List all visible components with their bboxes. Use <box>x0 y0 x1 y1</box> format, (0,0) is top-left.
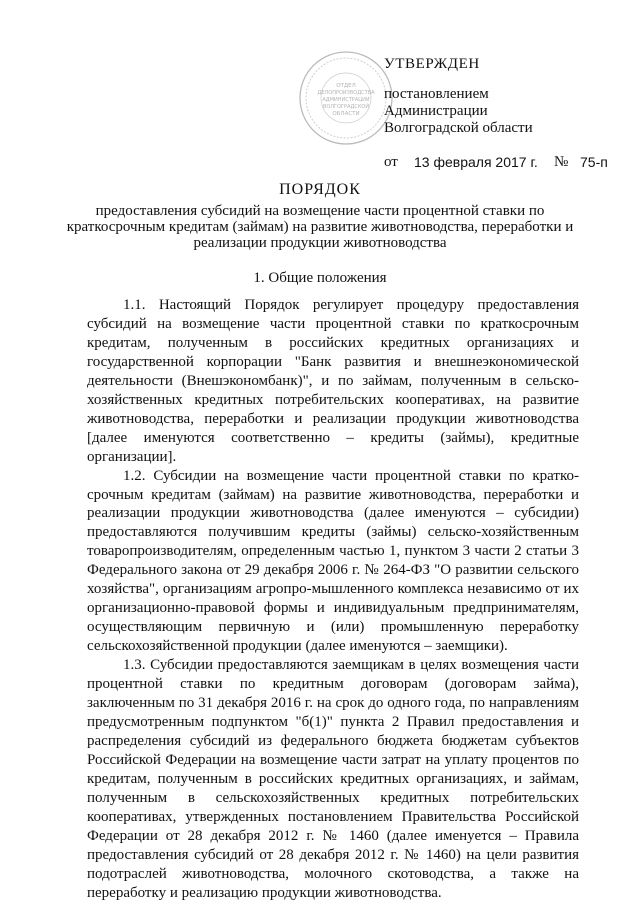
approval-date-line <box>384 154 620 174</box>
approval-line: Волгоградской области <box>384 120 533 136</box>
stamp-line: ВОЛГОГРАДСКОЙ <box>322 104 370 110</box>
approval-title: УТВЕРЖДЕН <box>384 56 480 72</box>
document-subtitle: предоставления субсидий на возмещение части процентной ставки по краткосрочным кредитам (займам) на развитие животноводства, переработки и реализации продукции животноводства <box>66 203 574 251</box>
approval-block <box>384 56 620 174</box>
stamp-line: АДМИНИСТРАЦИИ <box>322 97 370 103</box>
paragraph: 1.3. Субсидии предоставляются заемщикам в целях возмещения части процентной ставки по кредитным договорам (договорам займа), заключенным по 31 декабря 2016 г. на срок до одного года, по направлениям предусмотренным подпунктом "б(1)" пункта 2 Правил предоставления и распределения субсидий из федерального бюджета бюджетам субъектов Российской Федерации на возмещение части затрат на уплату процентов по кредитам, полученным в российских кредитных организациях, и займам, полученным в сельскохозяйственных кредитных потребительских кооперативах, утвержденных постановлением Правительства Российской Федерации от 28 декабря 2012 г. № 1460 (далее именуется – Правила предоставления субсидий от 28 декабря 2012 г. № 1460) на цели развития подотраслей животноводства, молочного скотоводства, а также на переработку и реализацию продукции животноводства. <box>87 657 579 901</box>
section-heading: 1. Общие положения <box>253 270 387 286</box>
approval-number: 75-п <box>580 154 608 170</box>
paragraph: 1.1. Настоящий Порядок регулирует процедуру предоставления субсидий на возмещение части процентной ставки по краткосрочным кредитам, полученным в российских кредитных организациях и государственной корпорации "Банк развития и внешнеэкономической деятельности (Внешэкономбанк)", и по займам, полученным в сельско-хозяйственных кредитных потребительских кооперативах, на развитие животноводства, переработки и реализации продукции животноводства [далее именуются соответственно – кредиты (займы), кредитные организации]. <box>87 297 579 465</box>
date-prefix: от <box>384 154 398 170</box>
number-sign: № <box>554 154 569 170</box>
stamp-line: ОБЛАСТИ <box>332 111 360 117</box>
approval-line: постановлением <box>384 86 489 102</box>
approval-line: Администрации <box>384 103 488 119</box>
official-stamp-seal <box>296 48 396 148</box>
stamp-line: ДЕЛОПРОИЗВОДСТВА <box>317 90 375 96</box>
approval-date: 13 февраля 2017 г. <box>414 154 538 170</box>
paragraph: 1.2. Субсидии на возмещение части процентной ставки по кратко-срочным кредитам (займам) на развитие животноводства, переработки и реализации продукции животноводства (далее именуются – субсидии) предоставляются получившим кредиты (займы) сельско-хозяйственным товаропроизводителям, определенным частью 1, пунктом 3 части 2 статьи 3 Федерального закона от 29 декабря 2006 г. № 264-ФЗ "О развитии сельского хозяйства", организациям агропро-мышленного комплекса независимо от их организационно-правовой формы и индивидуальным предпринимателям, осуществляющим первичную и (или) промышленную переработку сельскохозяйственной продукции (далее именуются – заемщики). <box>87 467 579 655</box>
stamp-line: ОТДЕЛ <box>336 83 356 89</box>
document-body <box>87 296 579 903</box>
document-title: ПОРЯДОК <box>279 181 361 198</box>
